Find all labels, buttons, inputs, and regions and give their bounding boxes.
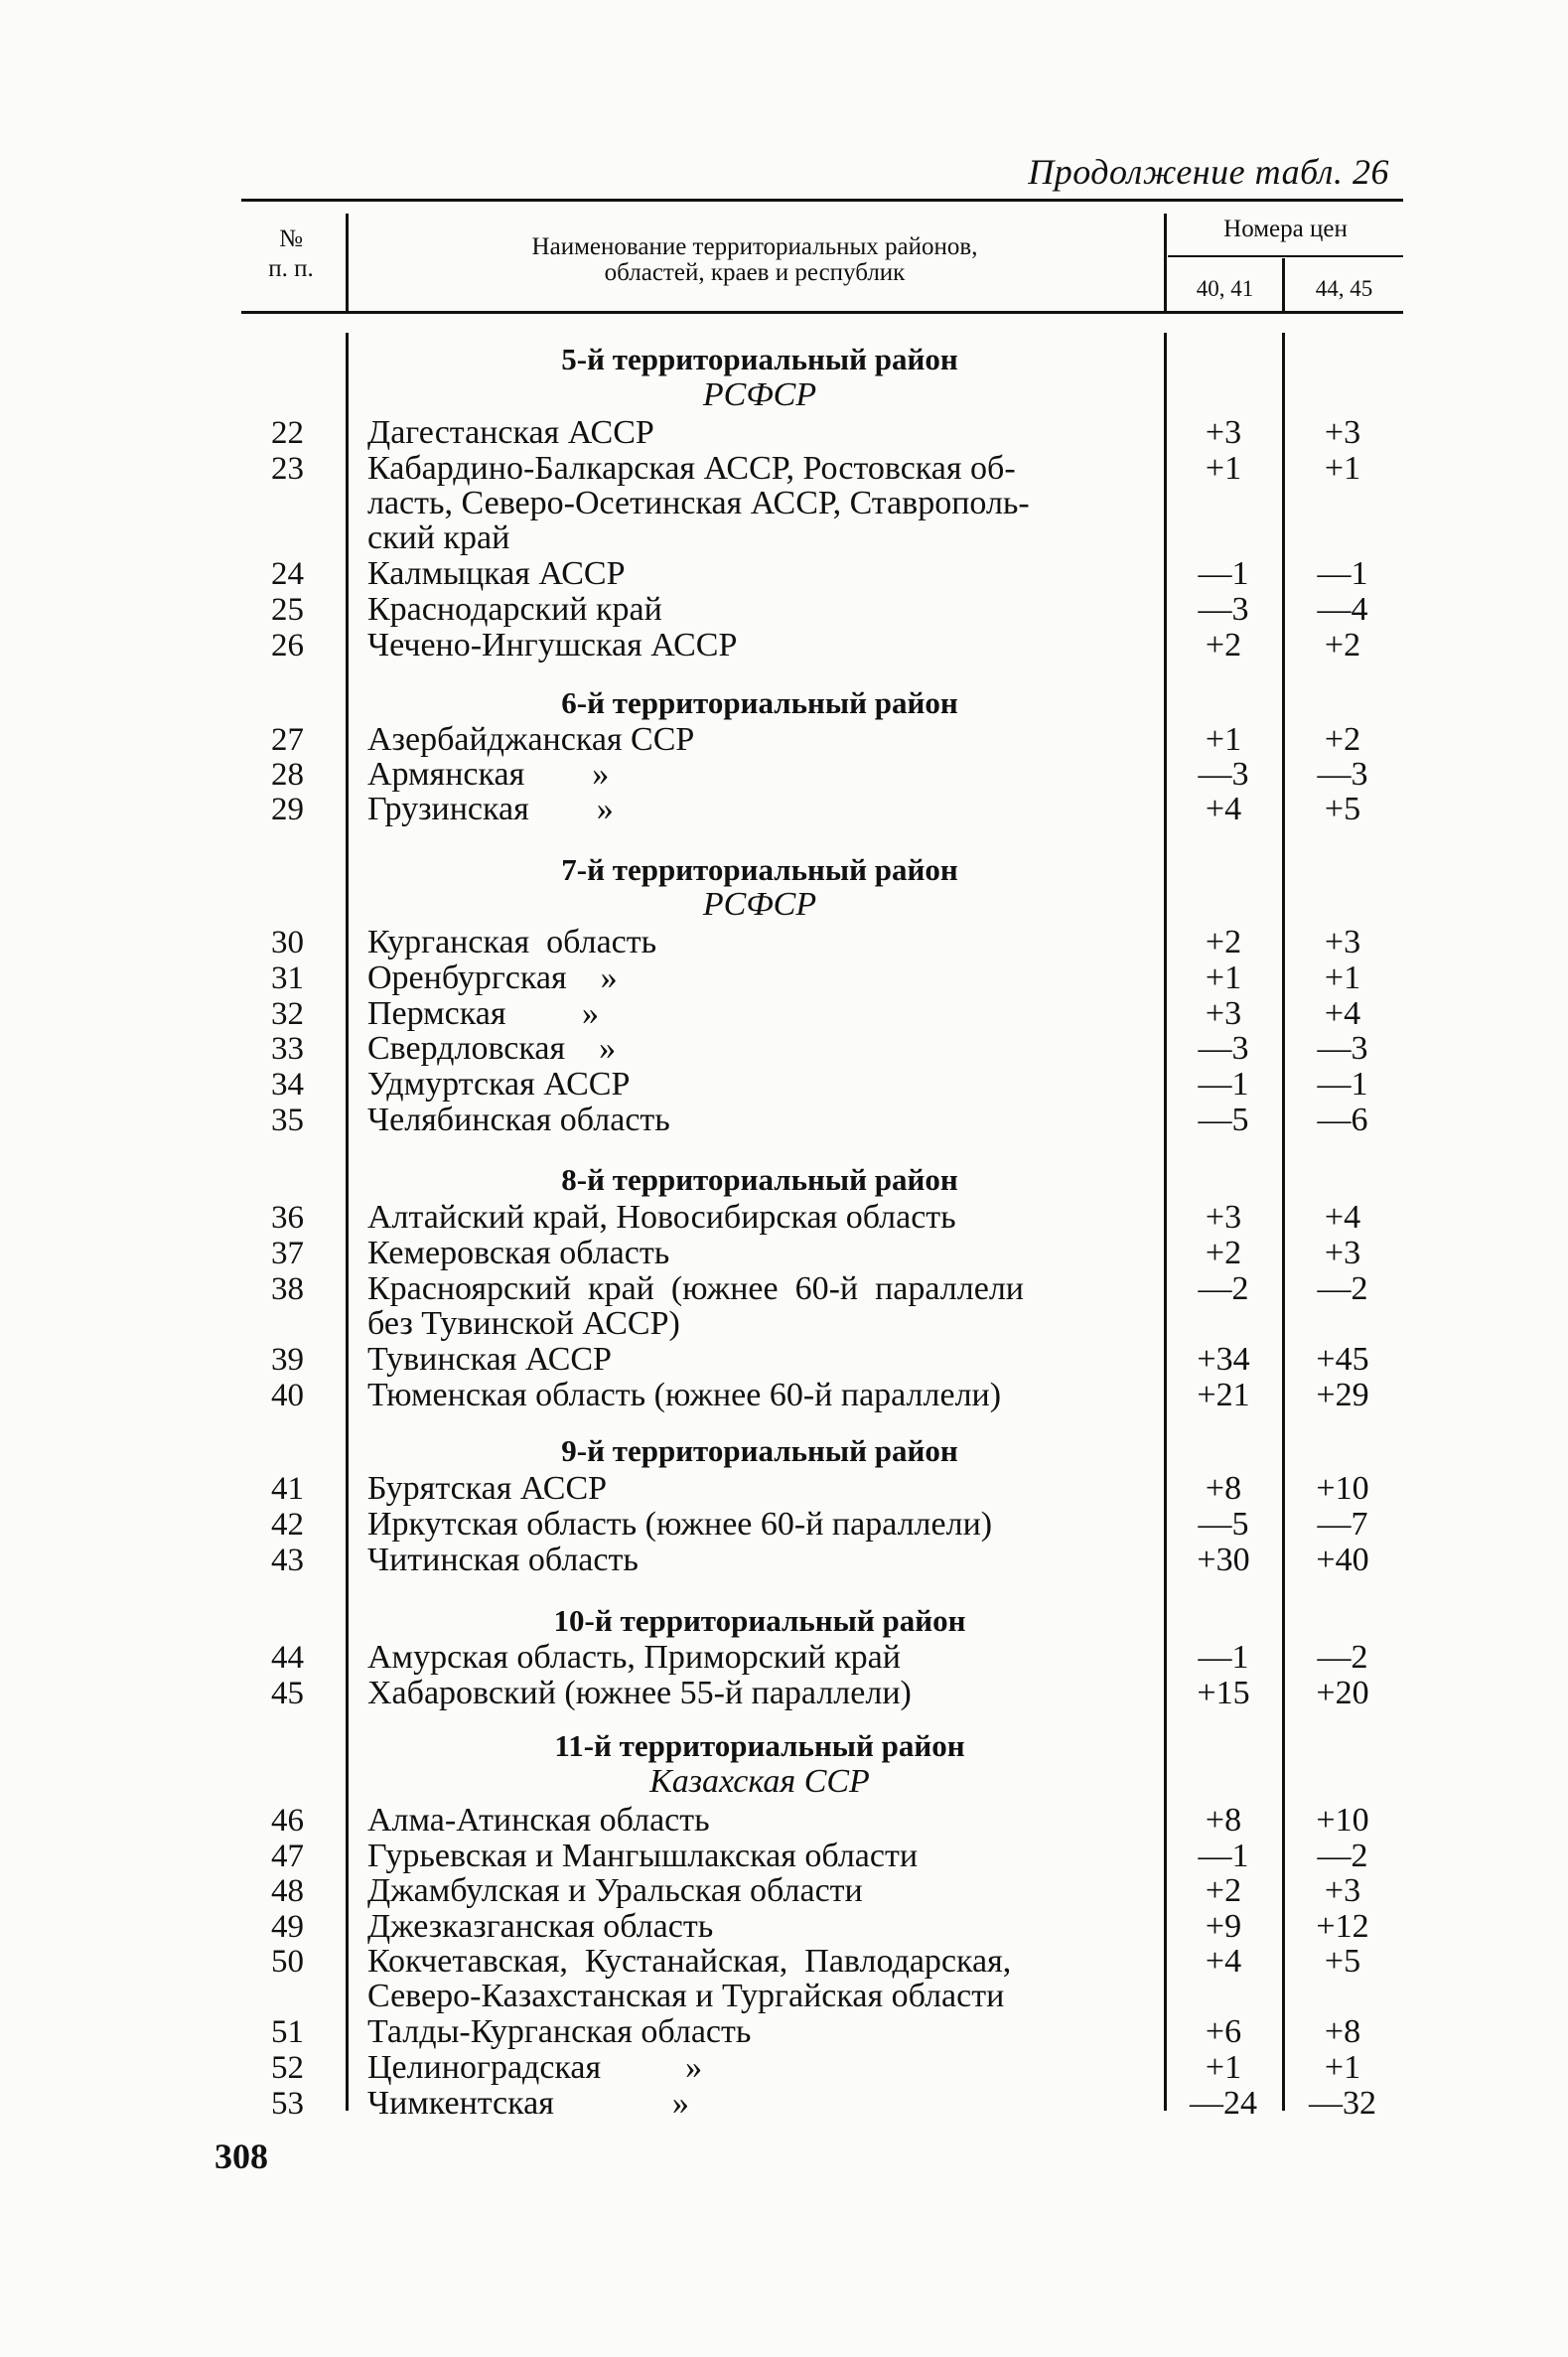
header-bottom-rule [241, 311, 1403, 314]
row-number: 33 [271, 1031, 304, 1067]
region-name: Кемеровская область [367, 1235, 670, 1271]
region-name: Курганская область [367, 924, 657, 960]
section-title: 8-й территориальный район [561, 1162, 958, 1197]
table-top-rule [241, 199, 1403, 202]
price-adjustment-44-45: +2 [1324, 721, 1361, 758]
price-adjustment-44-45: —1 [1317, 555, 1368, 593]
body-divider-name [1164, 333, 1167, 2111]
section-subtitle: РСФСР [702, 886, 817, 923]
row-number: 34 [271, 1067, 304, 1103]
region-name: Армянская » [367, 756, 610, 793]
price-adjustment-40-41: —1 [1198, 1639, 1249, 1676]
region-name: Красноярский край (южнее 60-й параллели [367, 1270, 1024, 1307]
row-number: 32 [271, 996, 304, 1032]
price-adjustment-44-45: +3 [1324, 1235, 1361, 1271]
price-adjustment-44-45: +5 [1324, 1943, 1361, 1980]
row-number: 38 [271, 1271, 304, 1307]
price-group-rule [1168, 255, 1403, 257]
section-title: 11-й территориальный район [554, 1728, 965, 1763]
region-name: Тувинская АССР [367, 1341, 612, 1378]
region-name: Джезказганская область [367, 1908, 714, 1945]
header-divider-num [346, 214, 349, 311]
price-adjustment-40-41: +1 [1205, 959, 1242, 996]
price-adjustment-44-45: +3 [1324, 1872, 1361, 1909]
body-divider-num [346, 333, 349, 2111]
row-number: 23 [271, 451, 304, 487]
region-name: ласть, Северо-Осетинская АССР, Ставрополь- [367, 485, 1030, 522]
price-adjustment-40-41: +3 [1205, 995, 1242, 1032]
region-name: Хабаровский (южнее 55-й параллели) [367, 1675, 912, 1711]
price-adjustment-40-41: +4 [1205, 791, 1242, 827]
price-adjustment-40-41: +3 [1205, 414, 1242, 451]
region-name: Дагестанская АССР [367, 414, 654, 451]
price-adjustment-44-45: +4 [1324, 995, 1361, 1032]
section-title: 5-й территориальный район [561, 342, 958, 376]
region-name: Амурская область, Приморский край [367, 1639, 901, 1676]
price-adjustment-44-45: —2 [1317, 1639, 1368, 1676]
row-number: 39 [271, 1342, 304, 1378]
price-adjustment-44-45: +1 [1324, 2048, 1361, 2086]
row-number: 52 [271, 2049, 304, 2086]
region-name: Алма-Атинская область [367, 1802, 710, 1839]
region-name: Азербайджанская ССР [367, 721, 695, 758]
header-num-line2: п. п. [268, 255, 314, 282]
row-number: 36 [271, 1200, 304, 1236]
price-adjustment-40-41: +30 [1197, 1542, 1250, 1578]
region-name: Гурьевская и Мангышлакская области [367, 1838, 919, 1874]
price-adjustment-40-41: —3 [1198, 1030, 1249, 1067]
row-number: 50 [271, 1944, 304, 1980]
price-adjustment-40-41: +2 [1205, 1872, 1242, 1909]
region-name: Чечено-Ингушская АССР [367, 626, 738, 663]
price-adjustment-40-41: +3 [1205, 1199, 1242, 1236]
header-price-group: Номера цен [1223, 216, 1348, 242]
section-title: 6-й территориальный район [561, 685, 958, 720]
region-name: Целиноградская » [367, 2048, 703, 2086]
price-adjustment-40-41: —1 [1198, 1838, 1249, 1874]
price-adjustment-44-45: +10 [1316, 1470, 1369, 1507]
section-title: 10-й территориальный район [553, 1603, 966, 1638]
section-subtitle: Казахская ССР [649, 1763, 870, 1800]
price-adjustment-44-45: —2 [1317, 1270, 1368, 1307]
row-number: 41 [271, 1471, 304, 1507]
price-adjustment-44-45: +1 [1324, 959, 1361, 996]
region-name: ский край [367, 519, 510, 557]
region-name: Удмуртская АССР [367, 1066, 631, 1103]
price-adjustment-44-45: +45 [1316, 1341, 1369, 1378]
header-divider-name [1164, 214, 1167, 311]
price-adjustment-44-45: +8 [1324, 2013, 1361, 2050]
price-adjustment-44-45: —3 [1317, 1030, 1368, 1067]
price-adjustment-44-45: +3 [1324, 414, 1361, 451]
price-adjustment-40-41: +2 [1205, 626, 1242, 663]
price-adjustment-44-45: +3 [1324, 924, 1361, 960]
row-number: 28 [271, 757, 304, 793]
price-adjustment-40-41: —3 [1198, 591, 1249, 628]
price-adjustment-40-41: +6 [1205, 2013, 1242, 2050]
price-adjustment-40-41: —1 [1198, 1066, 1249, 1103]
header-num-line1: № [279, 225, 303, 252]
region-name: Челябинская область [367, 1102, 670, 1138]
region-name: Свердловская » [367, 1030, 617, 1067]
row-number: 31 [271, 960, 304, 996]
header-price-col-1: 40, 41 [1196, 276, 1254, 301]
region-name: Грузинская » [367, 791, 614, 827]
region-name: Талды-Курганская область [367, 2013, 752, 2050]
price-adjustment-40-41: —1 [1198, 555, 1249, 593]
section-title: 7-й территориальный район [561, 852, 958, 887]
table-continuation-caption: Продолжение табл. 26 [1028, 152, 1389, 192]
header-name-line2: областей, краев и республик [604, 259, 906, 286]
page-number: 308 [214, 2136, 268, 2176]
price-adjustment-40-41: +21 [1197, 1376, 1250, 1413]
price-adjustment-44-45: —7 [1317, 1506, 1368, 1543]
section-subtitle: РСФСР [702, 376, 817, 413]
region-name: Северо-Казахстанская и Тургайская области [367, 1978, 1005, 2015]
price-adjustment-44-45: +29 [1316, 1376, 1369, 1413]
price-adjustment-44-45: +10 [1316, 1802, 1369, 1839]
body-divider-price [1282, 333, 1285, 2111]
region-name: Чимкентская » [367, 2084, 689, 2122]
price-adjustment-40-41: +2 [1205, 1235, 1242, 1271]
row-number: 44 [271, 1640, 304, 1676]
price-adjustment-40-41: +8 [1205, 1470, 1242, 1507]
price-adjustment-40-41: +1 [1205, 721, 1242, 758]
price-adjustment-40-41: +34 [1197, 1341, 1250, 1378]
price-adjustment-40-41: —2 [1198, 1270, 1249, 1307]
price-adjustment-40-41: —24 [1190, 2084, 1257, 2122]
row-number: 47 [271, 1839, 304, 1874]
price-adjustment-40-41: +2 [1205, 924, 1242, 960]
region-name: Тюменская область (южнее 60-й параллели) [367, 1376, 1002, 1413]
row-number: 29 [271, 792, 304, 827]
row-number: 46 [271, 1803, 304, 1839]
row-number: 51 [271, 2014, 304, 2050]
row-number: 37 [271, 1236, 304, 1271]
price-adjustment-44-45: +2 [1324, 626, 1361, 663]
row-number: 26 [271, 627, 304, 663]
row-number: 42 [271, 1507, 304, 1543]
row-number: 27 [271, 722, 304, 758]
row-number: 43 [271, 1543, 304, 1578]
price-adjustment-44-45: +20 [1316, 1675, 1369, 1711]
region-name: Бурятская АССР [367, 1470, 608, 1507]
price-adjustment-40-41: +15 [1197, 1675, 1250, 1711]
price-adjustment-44-45: +12 [1316, 1908, 1369, 1945]
row-number: 53 [271, 2085, 304, 2122]
region-name: Иркутская область (южнее 60-й параллели) [367, 1506, 993, 1543]
region-name: Алтайский край, Новосибирская область [367, 1199, 956, 1236]
price-adjustment-40-41: +9 [1205, 1908, 1242, 1945]
header-name-line1: Наименование территориальных районов, [531, 233, 978, 260]
price-adjustment-44-45: +4 [1324, 1199, 1361, 1236]
price-adjustment-40-41: —5 [1198, 1506, 1249, 1543]
price-adjustment-40-41: +1 [1205, 450, 1242, 487]
row-number: 40 [271, 1377, 304, 1413]
price-adjustment-44-45: —32 [1309, 2084, 1376, 2122]
row-number: 22 [271, 415, 304, 451]
price-adjustment-44-45: —3 [1317, 756, 1368, 793]
region-name: Оренбургская » [367, 959, 618, 996]
region-name: без Тувинской АССР) [367, 1305, 680, 1343]
region-name: Кабардино-Балкарская АССР, Ростовская об- [367, 450, 1016, 487]
price-adjustment-40-41: +8 [1205, 1802, 1242, 1839]
price-adjustment-44-45: +40 [1316, 1542, 1369, 1578]
row-number: 25 [271, 592, 304, 628]
price-adjustment-44-45: +1 [1324, 450, 1361, 487]
row-number: 30 [271, 925, 304, 960]
header-price-col-2: 44, 45 [1315, 276, 1373, 301]
row-number: 35 [271, 1103, 304, 1138]
region-name: Калмыцкая АССР [367, 555, 626, 593]
price-adjustment-40-41: +4 [1205, 1943, 1242, 1980]
price-adjustment-40-41: —5 [1198, 1102, 1249, 1138]
row-number: 45 [271, 1676, 304, 1711]
row-number: 48 [271, 1873, 304, 1909]
price-adjustment-44-45: —4 [1317, 591, 1368, 628]
price-adjustment-44-45: —2 [1317, 1838, 1368, 1874]
region-name: Кокчетавская, Кустанайская, Павлодарская, [367, 1943, 1012, 1980]
section-title: 9-й территориальный район [561, 1433, 958, 1468]
row-number: 24 [271, 556, 304, 593]
price-adjustment-40-41: —3 [1198, 756, 1249, 793]
price-adjustment-40-41: +1 [1205, 2048, 1242, 2086]
region-name: Пермская » [367, 995, 599, 1032]
region-name: Краснодарский край [367, 591, 662, 628]
region-name: Читинская область [367, 1542, 639, 1578]
region-name: Джамбулская и Уральская области [367, 1872, 863, 1909]
price-adjustment-44-45: +5 [1324, 791, 1361, 827]
price-adjustment-44-45: —1 [1317, 1066, 1368, 1103]
row-number: 49 [271, 1909, 304, 1945]
price-adjustment-44-45: —6 [1317, 1102, 1368, 1138]
